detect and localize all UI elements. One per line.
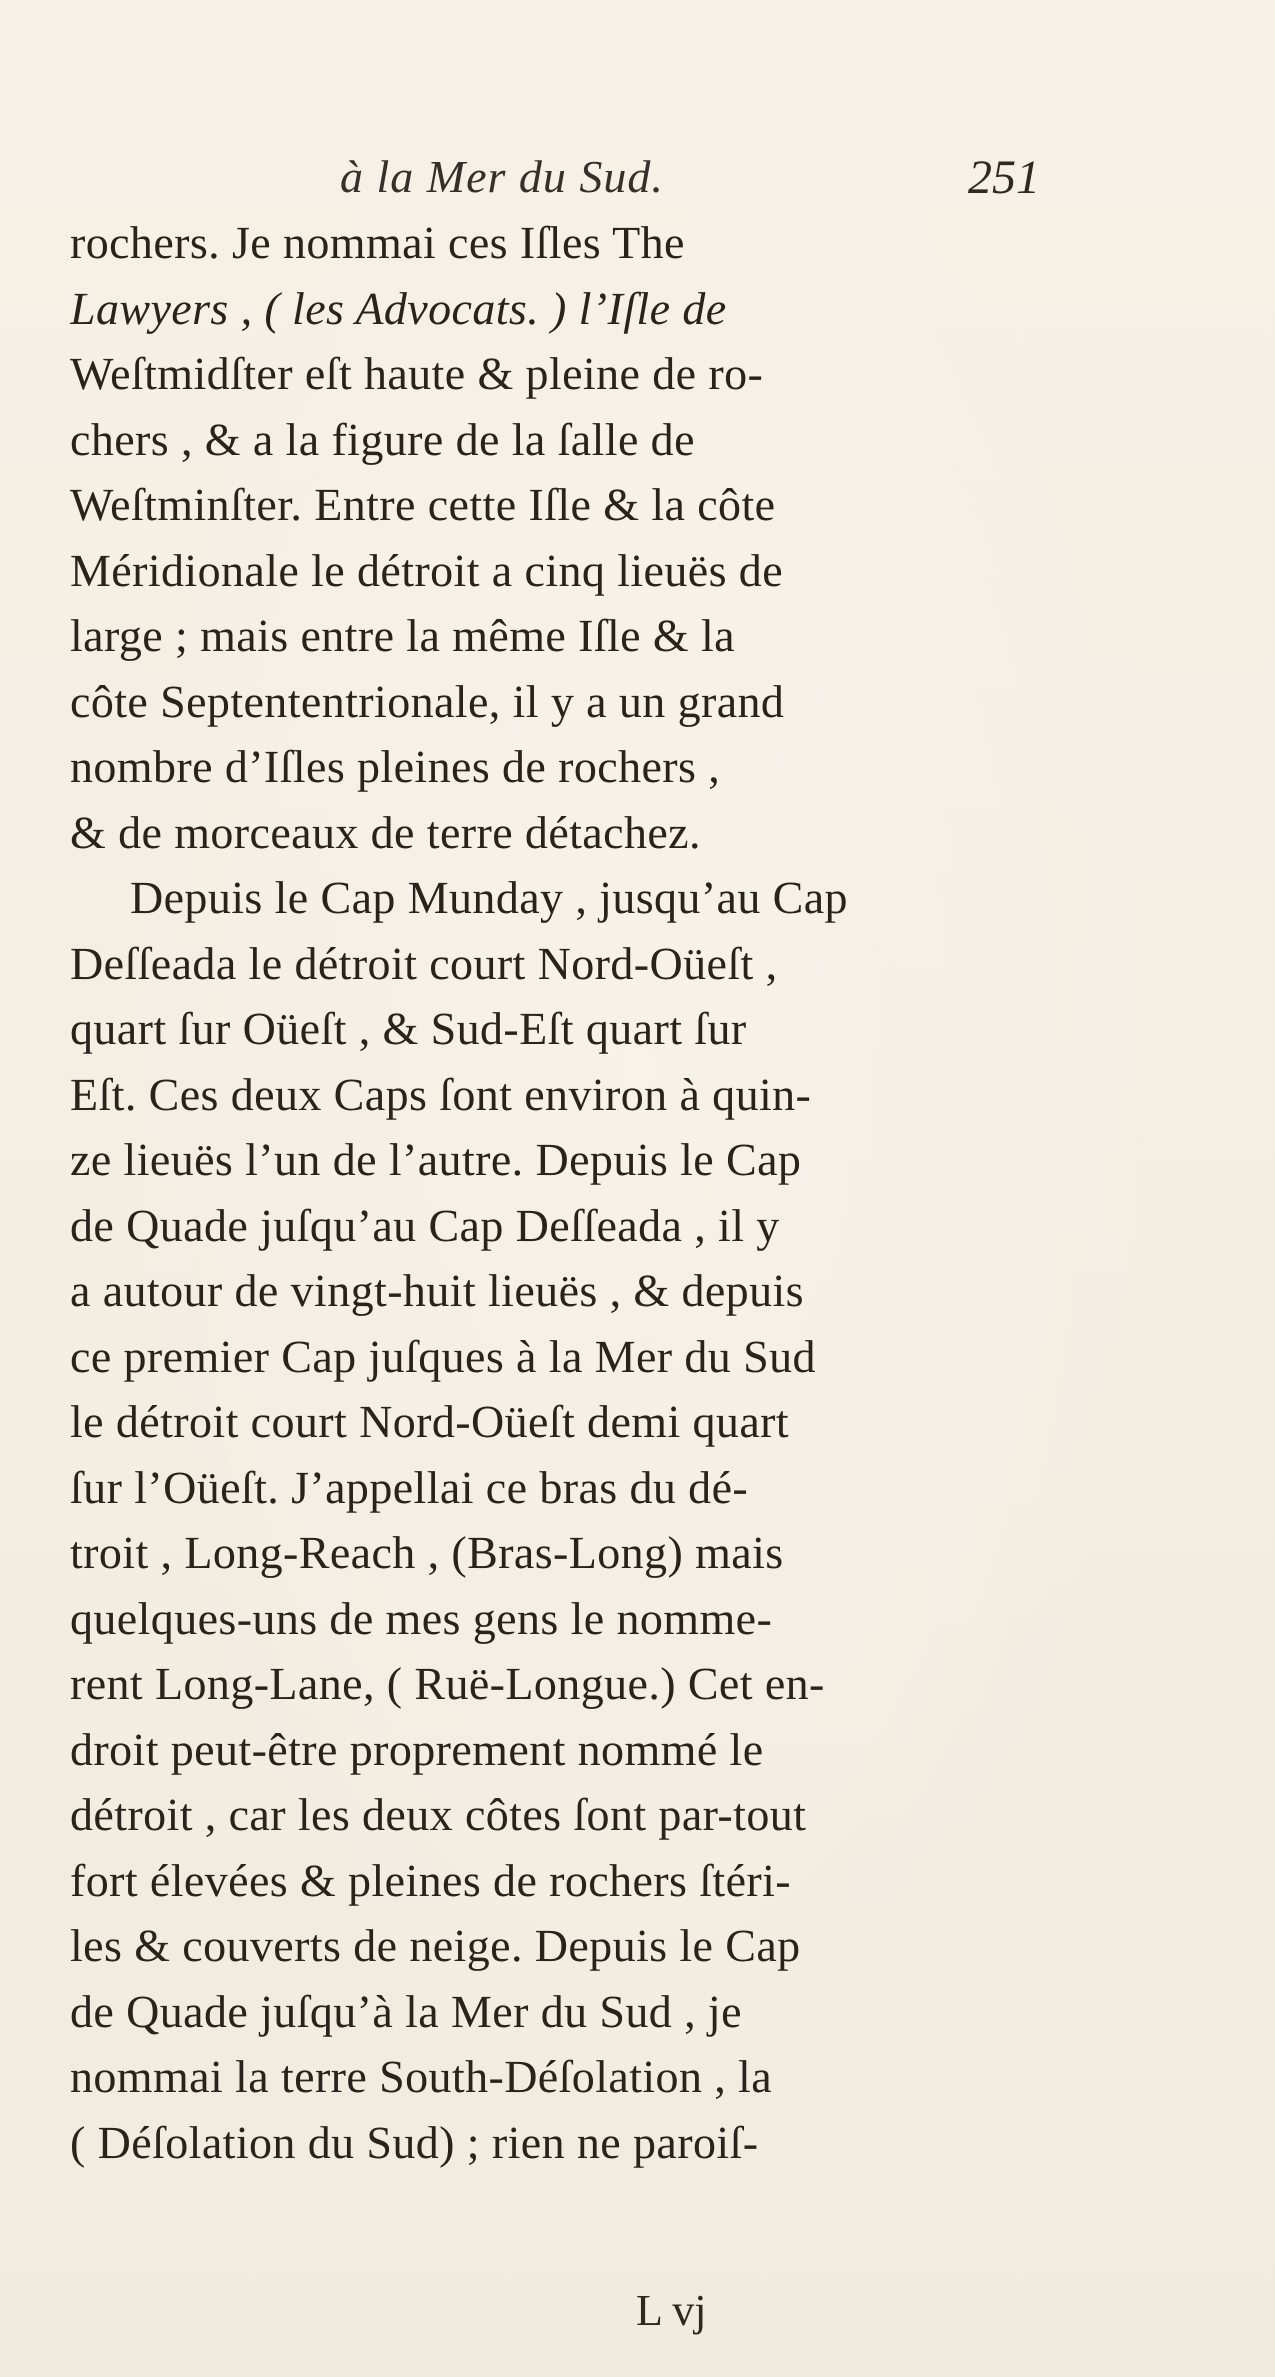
running-head: à la Mer du Sud. bbox=[340, 151, 664, 202]
text-line: Deſſeada le détroit court Nord-Oüeſt , bbox=[70, 937, 778, 989]
text-line: Eſt. Ces deux Caps ſont environ à quin- bbox=[70, 1068, 812, 1120]
text-line: le détroit court Nord-Oüeſt demi quart bbox=[70, 1396, 790, 1447]
text-line: nommai la terre South-Déſolation , la bbox=[70, 2051, 773, 2102]
text-line: rochers. Je nommai ces Iſles The bbox=[70, 217, 685, 268]
page-number: 251 bbox=[968, 151, 1040, 204]
text-line: détroit , car les deux côtes ſont par-tout bbox=[70, 1789, 807, 1840]
text-line: côte Septententrionale, il y a un grand bbox=[70, 675, 785, 727]
text-line: de Quade juſqu’au Cap Deſſeada , il y bbox=[70, 1199, 780, 1251]
text-line: large ; mais entre la même Iſle & la bbox=[70, 610, 735, 661]
signature-mark: L vj bbox=[636, 2286, 707, 2335]
text-line: de Quade juſqu’à la Mer du Sud , je bbox=[70, 1985, 742, 2037]
text-line: nombre d’Iſles pleines de rochers , bbox=[70, 741, 721, 792]
text-line: Weſtminſter. Entre cette Iſle & la côte bbox=[70, 479, 776, 530]
text-line: Depuis le Cap Munday , jusqu’au Cap bbox=[130, 872, 848, 923]
text-line: ze lieuës l’un de l’autre. Depuis le Cap bbox=[70, 1134, 802, 1185]
text-line: Weſtmidſter eſt haute & pleine de ro- bbox=[70, 348, 764, 399]
text-line: quelques-uns de mes gens le nomme- bbox=[70, 1592, 773, 1644]
page-header bbox=[0, 150, 1275, 210]
text-line: ſur l’Oüeſt. J’appellai ce bras du dé- bbox=[70, 1461, 749, 1513]
text-line: ce premier Cap juſques à la Mer du Sud bbox=[70, 1330, 816, 1382]
text-line: quart ſur Oüeſt , & Sud-Eſt quart ſur bbox=[70, 1003, 747, 1054]
text-line: Lawyers , ( les Advocats. ) l’Iſle de bbox=[70, 282, 727, 334]
text-line: les & couverts de neige. Depuis le Cap bbox=[70, 1920, 801, 1971]
text-line: Méridionale le détroit a cinq lieuës de bbox=[70, 544, 784, 596]
text-line: troit , Long-Reach , (Bras-Long) mais bbox=[70, 1527, 784, 1578]
text-line: ( Déſolation du Sud) ; rien ne paroiſ- bbox=[70, 2116, 759, 2168]
text-line: a autour de vingt-huit lieuës , & depuis bbox=[70, 1265, 804, 1316]
text-line: chers , & a la figure de la ſalle de bbox=[70, 413, 695, 465]
body-text bbox=[70, 210, 1220, 2175]
text-line: fort élevées & pleines de rochers ſtéri- bbox=[70, 1854, 792, 1906]
text-line: rent Long-Lane, ( Ruë-Longue.) Cet en- bbox=[70, 1658, 825, 1709]
text-line: droit peut-être proprement nommé le bbox=[70, 1723, 764, 1775]
text-line: & de morceaux de terre détachez. bbox=[70, 806, 701, 858]
